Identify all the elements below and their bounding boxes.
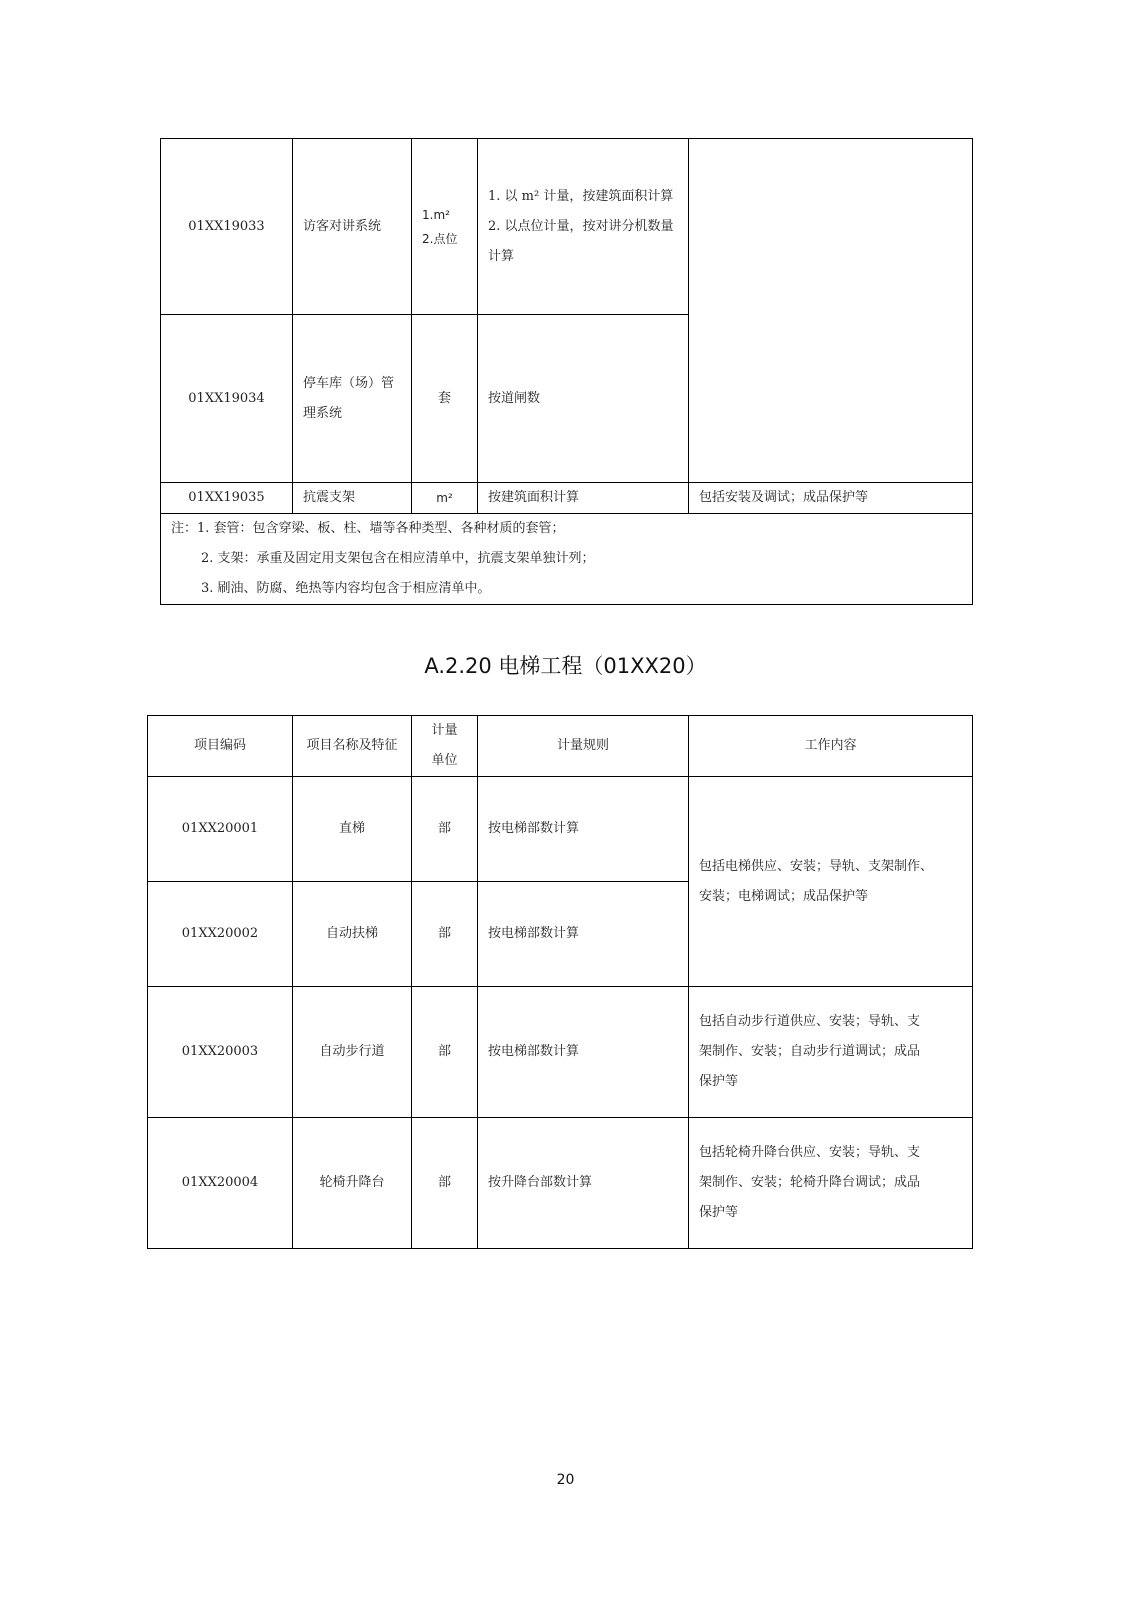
rule-line: 计算	[488, 248, 515, 264]
work-content-empty	[689, 139, 973, 483]
notes-row	[161, 514, 973, 605]
work-line: 安装；电梯调试；成品保护等	[699, 888, 869, 904]
work-content: 包括安装及调试；成品保护等	[689, 483, 973, 514]
work-line: 包括自动步行道供应、安装；导轨、支	[699, 1014, 921, 1029]
header-unit	[412, 716, 478, 777]
measurement-rule	[478, 139, 689, 315]
item-code: 01XX20001	[148, 777, 293, 882]
work-line: 保护等	[699, 1074, 739, 1089]
item-code: 01XX19035	[161, 483, 293, 514]
table-row	[161, 139, 973, 315]
unit-line: 2.点位	[422, 231, 458, 246]
rule-line: 1. 以 m² 计量，按建筑面积计算	[488, 188, 674, 204]
item-code: 01XX19034	[161, 315, 293, 483]
item-name: 直梯	[293, 777, 412, 882]
rule-line: 2. 以点位计量，按对讲分机数量	[488, 218, 674, 234]
measurement-rule: 按电梯部数计算	[478, 882, 689, 987]
table-notes	[161, 514, 973, 605]
work-line: 架制作、安装；自动步行道调试；成品	[699, 1044, 921, 1059]
item-code: 01XX19033	[161, 139, 293, 315]
work-line: 包括电梯供应、安装；导轨、支架制作、	[699, 858, 934, 874]
header-work: 工作内容	[689, 716, 973, 777]
note-line: 2. 支架：承重及固定用支架包含在相应清单中，抗震支架单独计列；	[201, 551, 595, 566]
item-name: 自动扶梯	[293, 882, 412, 987]
measurement-rule: 按电梯部数计算	[478, 987, 689, 1118]
measurement-rule: 按电梯部数计算	[478, 777, 689, 882]
header-unit-line: 单位	[431, 753, 458, 768]
header-code: 项目编码	[148, 716, 293, 777]
work-content	[689, 777, 973, 987]
table-row	[148, 1118, 973, 1249]
measurement-rule: 按升降台部数计算	[478, 1118, 689, 1249]
unit-line: 1.m²	[422, 207, 450, 222]
header-name: 项目名称及特征	[293, 716, 412, 777]
table-row	[148, 777, 973, 882]
work-line: 架制作、安装；轮椅升降台调试；成品	[699, 1175, 921, 1190]
note-line: 注：1. 套管：包含穿梁、板、柱、墙等各种类型、各种材质的套管；	[171, 521, 565, 536]
note-line: 3. 刷油、防腐、绝热等内容均包含于相应清单中。	[201, 581, 491, 596]
item-code: 01XX20004	[148, 1118, 293, 1249]
item-name: 访客对讲系统	[293, 139, 412, 315]
table-row	[148, 987, 973, 1118]
work-content	[689, 987, 973, 1118]
item-unit: 套	[412, 315, 478, 483]
header-unit-line: 计量	[431, 723, 458, 738]
item-name: 轮椅升降台	[293, 1118, 412, 1249]
item-unit	[412, 139, 478, 315]
elevator-works-table	[147, 715, 973, 1249]
table-header-row	[148, 716, 973, 777]
item-code: 01XX20003	[148, 987, 293, 1118]
item-unit: 部	[412, 777, 478, 882]
table-row	[161, 483, 973, 514]
item-name: 自动步行道	[293, 987, 412, 1118]
item-unit: m²	[412, 483, 478, 514]
work-line: 包括轮椅升降台供应、安装；导轨、支	[699, 1145, 921, 1160]
name-line: 停车库（场）管	[303, 375, 395, 391]
item-code: 01XX20002	[148, 882, 293, 987]
measurement-rule: 按道闸数	[478, 315, 689, 483]
item-unit: 部	[412, 1118, 478, 1249]
work-line: 保护等	[699, 1205, 739, 1220]
item-name	[293, 315, 412, 483]
item-name: 抗震支架	[293, 483, 412, 514]
page-number: 20	[556, 1472, 575, 1488]
section-heading: A.2.20 电梯工程（01XX20）	[424, 654, 707, 678]
header-rule: 计量规则	[478, 716, 689, 777]
measurement-rule: 按建筑面积计算	[478, 483, 689, 514]
work-content	[689, 1118, 973, 1249]
name-line: 理系统	[303, 405, 343, 421]
equipment-table-continued	[160, 138, 973, 605]
item-unit: 部	[412, 987, 478, 1118]
item-unit: 部	[412, 882, 478, 987]
